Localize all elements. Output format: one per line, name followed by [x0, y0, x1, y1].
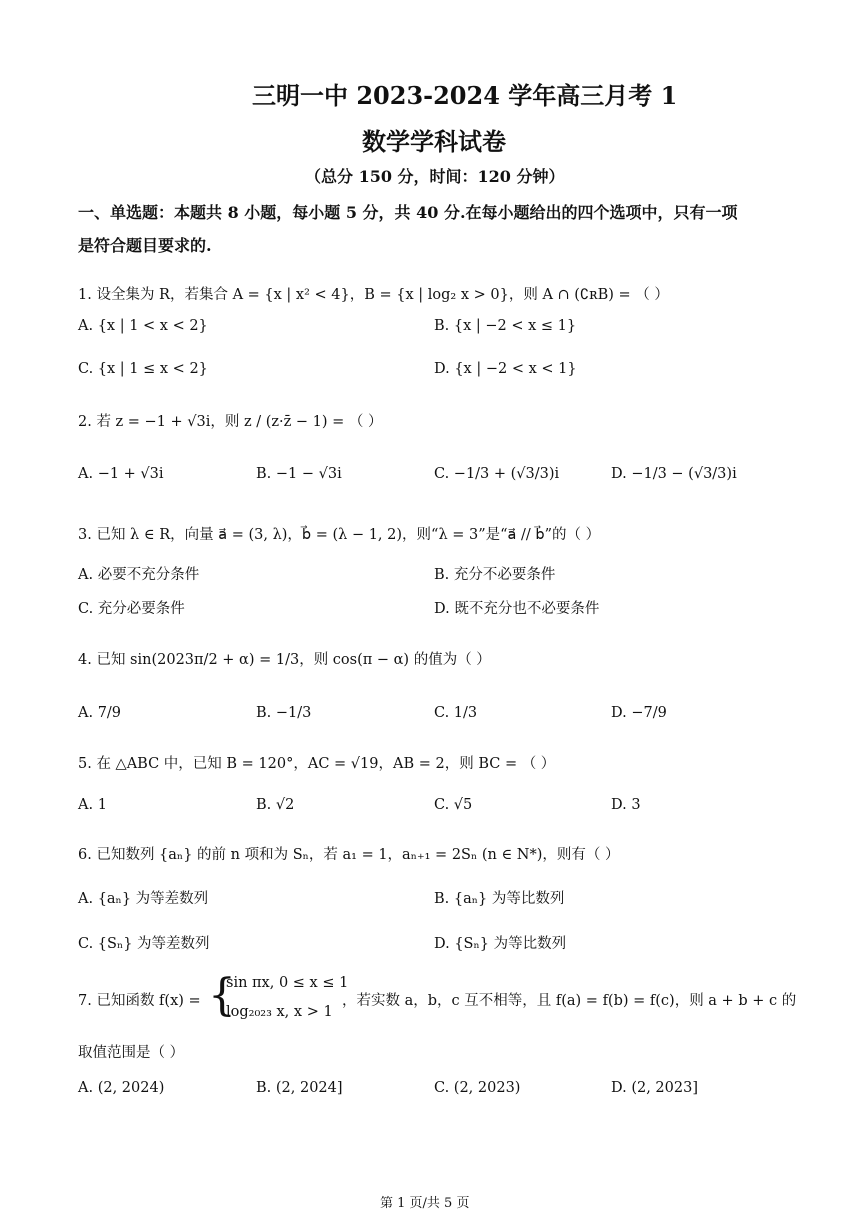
question-7-option-a: A. (2, 2024)	[78, 1080, 165, 1096]
question-6-option-c: C. {Sₙ} 为等差数列	[78, 936, 210, 952]
page-number: 第 1 页/共 5 页	[380, 1196, 470, 1211]
exam-meta: （总分 150 分，时间：120 分钟）	[305, 167, 565, 186]
question-7-stem-suffix: ，若实数 a，b，c 互不相等，且 f(a) = f(b) = f(c)，则 a + b + c 的	[342, 993, 797, 1009]
question-4-option-a: A. 7/9	[78, 705, 122, 721]
question-1-option-b: B. {x | −2 < x ≤ 1}	[434, 318, 577, 334]
question-3-option-a: A. 必要不充分条件	[78, 567, 200, 583]
question-4-option-d: D. −7/9	[611, 705, 667, 721]
question-3-stem: 3. 已知 λ ∈ R，向量 a⃗ = (3, λ)，b⃗ = (λ − 1, 2)，则“λ = 3”是“a⃗ // b⃗”的（ ）	[78, 527, 601, 543]
question-2-option-c: C. −1/3 + (√3/3)i	[434, 466, 560, 482]
exam-subtitle: 数学学科试卷	[362, 127, 506, 156]
question-2-stem: 2. 若 z = −1 + √3i，则 z / (z·z̄ − 1) = （ ）	[78, 414, 383, 430]
question-1-stem: 1. 设全集为 R，若集合 A = {x | x² < 4}，B = {x | log₂ x > 0}，则 A ∩ (∁ʀB) = （ ）	[78, 287, 669, 303]
question-7-option-b: B. (2, 2024]	[256, 1080, 343, 1096]
question-2-option-d: D. −1/3 − (√3/3)i	[611, 466, 737, 482]
section-heading-line1: 一、单选题：本题共 8 小题，每小题 5 分，共 40 分.在每小题给出的四个选项中，只有一项	[78, 203, 738, 222]
question-3-option-b: B. 充分不必要条件	[434, 567, 556, 583]
question-1-option-a: A. {x | 1 < x < 2}	[78, 318, 208, 334]
question-1-option-c: C. {x | 1 ≤ x < 2}	[78, 361, 208, 377]
piecewise-brace: {	[208, 970, 236, 1021]
question-7-option-c: C. (2, 2023)	[434, 1080, 521, 1096]
question-7-stem-prefix: 7. 已知函数 f(x) =	[78, 993, 201, 1009]
question-5-option-c: C. √5	[434, 797, 473, 813]
question-6-option-a: A. {aₙ} 为等差数列	[78, 891, 209, 907]
question-4-option-b: B. −1/3	[256, 705, 312, 721]
question-5-option-a: A. 1	[78, 797, 107, 813]
question-3-option-d: D. 既不充分也不必要条件	[434, 601, 600, 617]
question-3-option-c: C. 充分必要条件	[78, 601, 185, 617]
question-5-option-b: B. √2	[256, 797, 295, 813]
question-5-option-d: D. 3	[611, 797, 641, 813]
question-7-piece-2: log₂₀₂₃ x, x > 1	[226, 1004, 333, 1020]
question-7-stem-line2: 取值范围是（ ）	[78, 1045, 185, 1061]
question-7-piece-1: sin πx, 0 ≤ x ≤ 1	[226, 975, 349, 991]
section-heading-line2: 是符合题目要求的.	[78, 236, 212, 255]
question-2-option-b: B. −1 − √3i	[256, 466, 342, 482]
question-7-option-d: D. (2, 2023]	[611, 1080, 698, 1096]
exam-title: 三明一中 2023-2024 学年高三月考 1	[252, 81, 678, 110]
question-6-option-d: D. {Sₙ} 为等比数列	[434, 936, 567, 952]
question-1-option-d: D. {x | −2 < x < 1}	[434, 361, 577, 377]
question-5-stem: 5. 在 △ABC 中，已知 B = 120°，AC = √19，AB = 2，则 BC = （ ）	[78, 756, 556, 772]
question-4-stem: 4. 已知 sin(2023π/2 + α) = 1/3，则 cos(π − α) 的值为（ ）	[78, 652, 491, 668]
question-4-option-c: C. 1/3	[434, 705, 478, 721]
question-6-stem: 6. 已知数列 {aₙ} 的前 n 项和为 Sₙ，若 a₁ = 1，aₙ₊₁ = 2Sₙ (n ∈ N*)，则有（ ）	[78, 847, 620, 863]
question-6-option-b: B. {aₙ} 为等比数列	[434, 891, 565, 907]
question-2-option-a: A. −1 + √3i	[78, 466, 164, 482]
